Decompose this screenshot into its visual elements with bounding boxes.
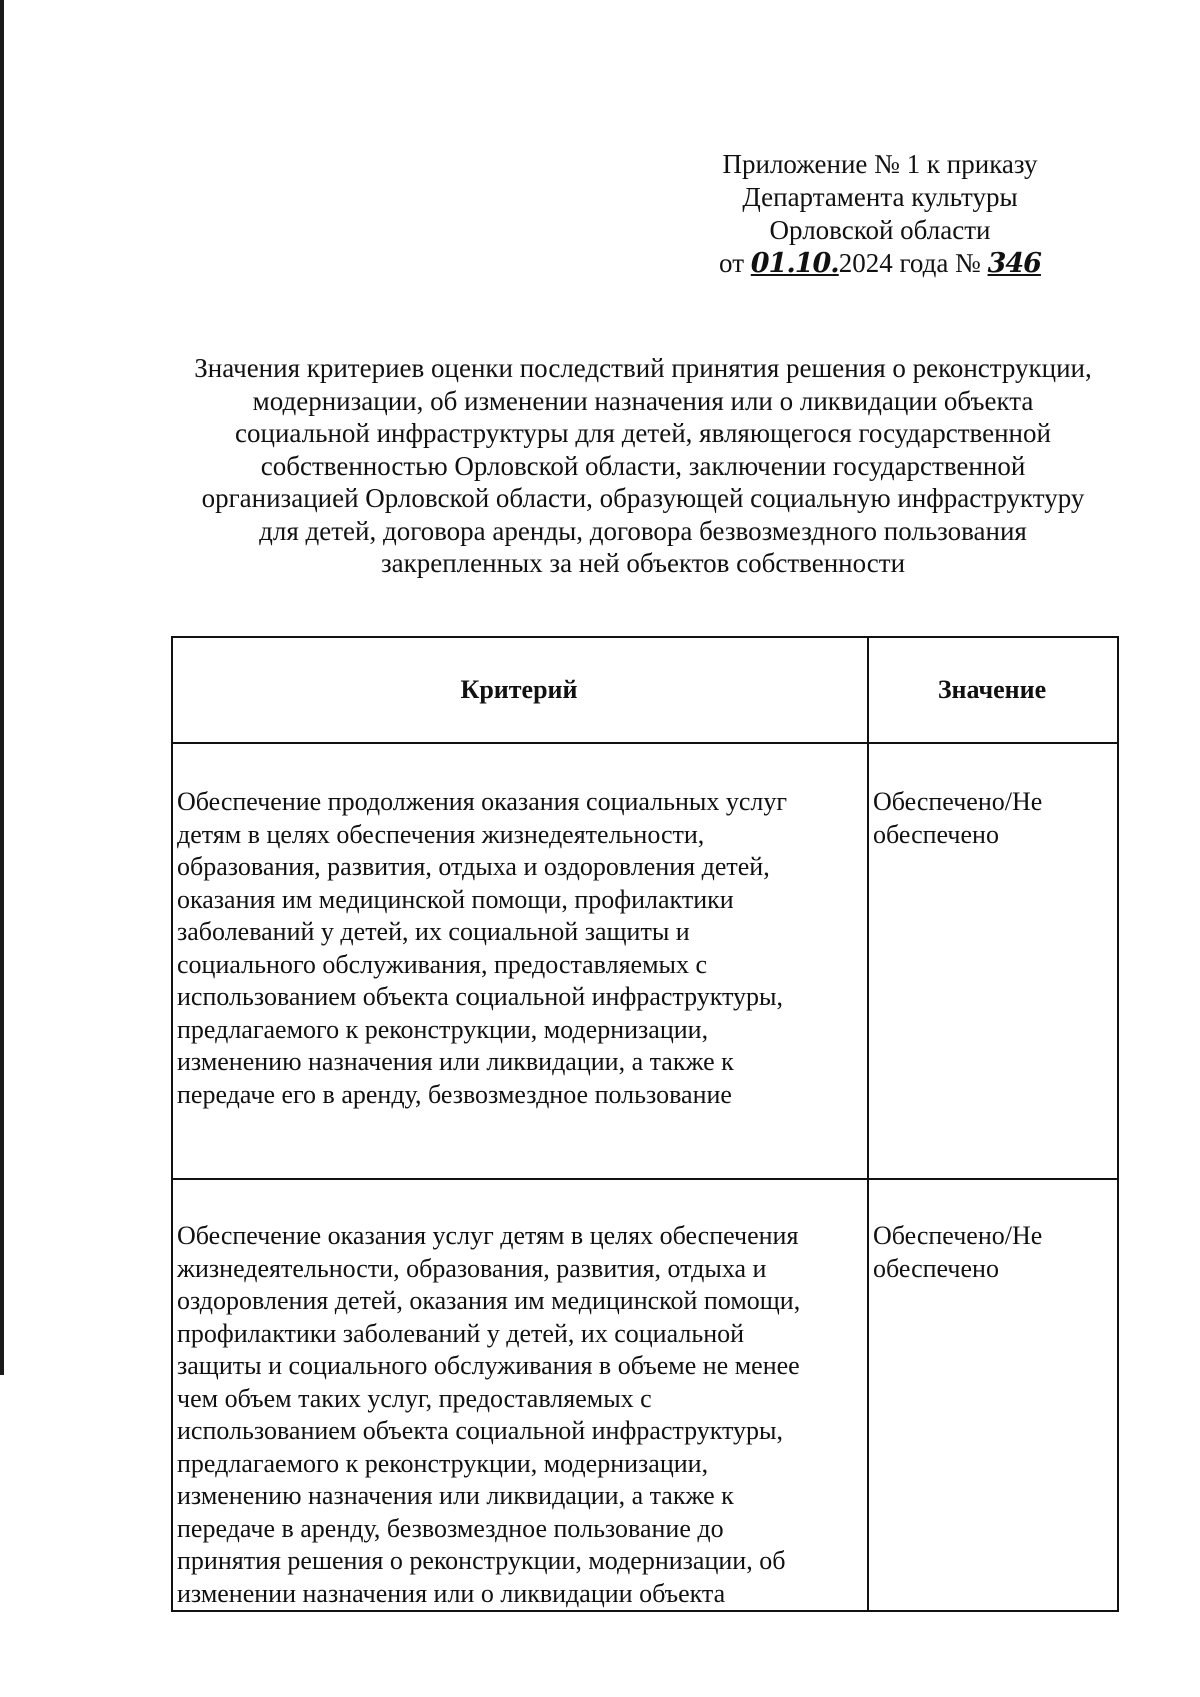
criterion-line: защиты и социального обслуживания в объеме не менее <box>177 1351 800 1380</box>
criterion-line: детям в целях обеспечения жизнедеятельности, <box>177 819 705 849</box>
value-line: Обеспечено/Не <box>873 1221 1043 1250</box>
header-criterion: Критерий <box>172 637 868 743</box>
title-line: собственностью Орловской области, заключении государственной <box>260 450 1026 481</box>
title-line: социальной инфраструктуры для детей, являющегося государственной <box>235 418 1051 448</box>
appendix-line-2: Департамента культуры <box>742 182 1018 212</box>
appendix-date-line <box>690 247 1070 280</box>
criterion-cell <box>172 1179 868 1611</box>
criterion-line: социального обслуживания, предоставляемых с <box>177 949 708 979</box>
date-suffix: 2024 года № <box>838 248 981 278</box>
criterion-line: образования, развития, отдыха и оздоровления детей, <box>177 852 770 881</box>
value-line: обеспечено <box>873 819 999 849</box>
value-line: Обеспечено/Не <box>873 787 1043 816</box>
title-line: организацией Орловской области, образующей социальную инфраструктуру <box>201 483 1085 513</box>
criterion-line: изменении назначения или о ликвидации объекта <box>177 1578 726 1608</box>
criterion-line: Обеспечение продолжения оказания социальных услуг <box>177 787 788 816</box>
appendix-line-1: Приложение № 1 к приказу <box>722 149 1038 179</box>
value-cell <box>868 1179 1118 1611</box>
criteria-table <box>171 636 1119 1612</box>
criterion-line: изменению назначения или ликвидации, а также к <box>177 1481 734 1510</box>
appendix-header <box>690 148 1070 280</box>
criterion-line: профилактики заболеваний у детей, их социальной <box>177 1318 745 1348</box>
criterion-line: передаче в аренду, безвозмездное пользование до <box>177 1513 724 1543</box>
table-row <box>172 1179 1118 1611</box>
value-line: обеспечено <box>873 1253 999 1283</box>
criterion-line: оздоровления детей, оказания им медицинской помощи, <box>177 1286 801 1315</box>
scan-edge <box>0 0 4 1375</box>
date-prefix: от <box>719 248 744 278</box>
title-line: модернизации, об изменении назначения или о ликвидации объекта <box>252 385 1034 416</box>
criterion-line: жизнедеятельности, образования, развития, отдыха и <box>177 1253 767 1283</box>
title-line: Значения критериев оценки последствий принятия решения о реконструкции, <box>194 353 1092 383</box>
header-value: Значение <box>868 637 1118 743</box>
criterion-line: предлагаемого к реконструкции, модернизации, <box>177 1448 709 1478</box>
table-header-row <box>172 637 1118 743</box>
criterion-line: использованием объекта социальной инфраструктуры, <box>177 982 784 1011</box>
title-line: для детей, договора аренды, договора безвозмездного пользования <box>259 515 1027 546</box>
value-cell <box>868 743 1118 1179</box>
criterion-line: изменению назначения или ликвидации, а также к <box>177 1047 734 1076</box>
criterion-line: принятия решения о реконструкции, модернизации, об <box>177 1546 786 1575</box>
criterion-line: заболеваний у детей, их социальной защиты и <box>177 917 690 946</box>
criterion-line: использованием объекта социальной инфраструктуры, <box>177 1416 784 1445</box>
document-title <box>168 352 1118 580</box>
criterion-line: чем объем таких услуг, предоставляемых с <box>177 1383 652 1413</box>
criterion-line: передаче его в аренду, безвозмездное пользование <box>177 1079 732 1109</box>
title-line: закрепленных за ней объектов собственности <box>380 548 906 578</box>
criterion-line: Обеспечение оказания услуг детям в целях обеспечения <box>177 1221 799 1250</box>
appendix-line-3: Орловской области <box>769 215 991 245</box>
criterion-line: предлагаемого к реконструкции, модернизации, <box>177 1014 709 1044</box>
handwritten-order-number: 346 <box>987 248 1041 279</box>
criterion-cell <box>172 743 868 1179</box>
criterion-line: оказания им медицинской помощи, профилактики <box>177 884 734 914</box>
handwritten-date: 01.10. <box>750 248 839 279</box>
table-row <box>172 743 1118 1179</box>
